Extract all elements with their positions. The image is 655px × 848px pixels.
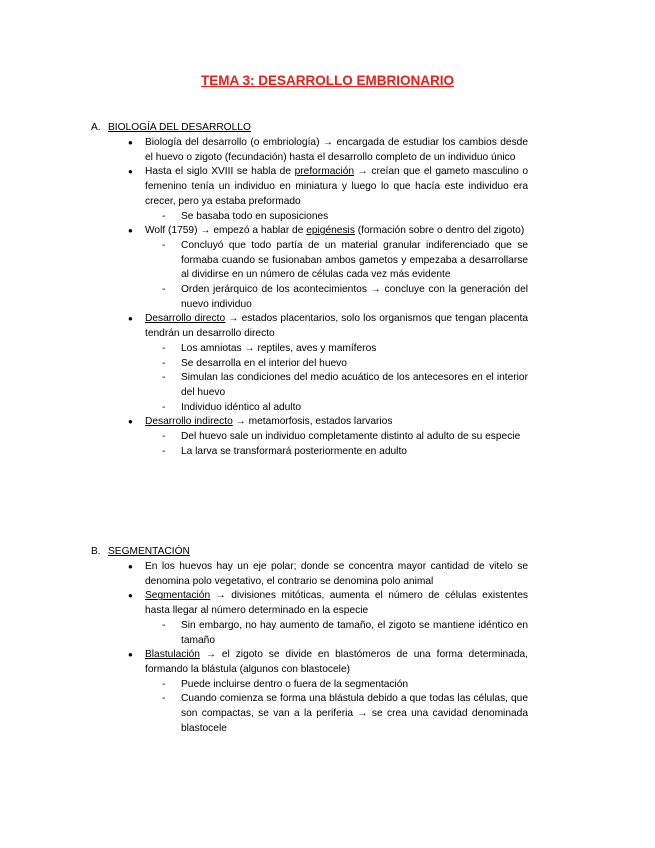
bullet-item: [128, 648, 528, 677]
sub-item: [162, 619, 528, 648]
dash-icon: -: [162, 372, 166, 384]
bullet-icon: ●: [128, 138, 133, 147]
bullet-icon: ●: [128, 314, 133, 324]
sub-item: [162, 401, 528, 416]
sub-item-text: Concluyó que todo partía de un material granular indiferenciado que se formaba cuando se fusionaban ambos gametos y empezaba a desarrollarse al dividirse en un número de células cada vez más evidente: [181, 239, 528, 281]
dash-icon: -: [162, 239, 166, 251]
sub-item: [162, 357, 528, 372]
sub-item-text: Se basaba todo en suposiciones: [181, 210, 329, 222]
sub-item-text: Sin embargo, no hay aumento de tamaño, el zigoto se mantiene idéntico en tamaño: [181, 619, 528, 646]
dash-icon: -: [162, 619, 166, 631]
item-text: → estados placentarios, solo los organismos que tengan placenta tendrán un desarrollo directo: [145, 313, 528, 340]
dash-icon: -: [162, 401, 166, 413]
item-text: En los huevos hay un eje polar; donde se concentra mayor cantidad de vitelo se denomina polo vegetativo, el contrario se denomina polo animal: [145, 561, 528, 587]
item-text: → creían que el gameto masculino o femenino tenía un individuo en miniatura y luego lo que hacía este individuo era crecer, pero ya estaba preformado: [145, 166, 528, 207]
sub-item: [162, 239, 528, 283]
item-text: (formación sobre o dentro del zigoto): [354, 225, 525, 237]
dash-icon: -: [162, 431, 166, 443]
section-title: BIOLOGÍA DEL DESARROLLO: [108, 122, 251, 133]
sub-item: [162, 342, 528, 357]
bullet-item: [128, 224, 528, 239]
sub-item-text: Orden jerárquico de los acontecimientos → concluye con la generación del nuevo individuo: [181, 284, 528, 310]
bullet-item: [128, 589, 528, 618]
key-term: Segmentación: [145, 590, 211, 602]
page-title: TEMA 3: DESARROLLO EMBRIONARIO: [201, 73, 454, 88]
bullet-icon: ●: [128, 167, 133, 177]
dash-icon: -: [162, 357, 166, 369]
key-term: epigénesis: [306, 225, 355, 237]
bullet-icon: ●: [128, 226, 133, 236]
sub-item-text: Cuando comienza se forma una blástula debido a que todas las células, que son compactas, se van a la periferia → se crea una cavidad denominada blastocele: [181, 693, 528, 734]
bullet-item: [128, 165, 528, 209]
bullet-icon: ●: [128, 562, 133, 571]
bullet-item: [128, 415, 528, 430]
bullet-item: [128, 312, 528, 341]
bullet-item: [128, 136, 528, 165]
key-term: Desarrollo directo: [145, 313, 226, 325]
sub-item: [162, 210, 528, 225]
sub-item-text: Del huevo sale un individuo completamente distinto al adulto de su especie: [181, 431, 521, 443]
section-biologia-desarrollo: [0, 121, 655, 459]
dash-icon: -: [162, 678, 166, 690]
item-text: Biología del desarrollo (o embriología) → encargada de estudiar los cambios desde el huevo o zigoto (fecundación) hasta el desarrollo completo de un individuo único: [145, 137, 528, 163]
key-term: preformación: [294, 166, 355, 178]
dash-icon: -: [162, 693, 166, 705]
sub-item-text: Simulan las condiciones del medio acuático de los antecesores en el interior del huevo: [181, 372, 528, 398]
section-segmentacion: [0, 545, 655, 736]
item-text: → divisiones mitóticas, aumenta el número de células existentes hasta llegar al número determinado en la especie: [145, 590, 528, 617]
key-term: Blastulación: [145, 649, 200, 661]
item-lead-text: Hasta el siglo XVIII se habla de: [145, 166, 295, 178]
section-title: SEGMENTACIÓN: [108, 546, 190, 557]
sub-item-text: Se desarrolla en el interior del huevo: [181, 357, 347, 369]
bullet-item: [128, 560, 528, 589]
sub-item: [162, 283, 528, 312]
bullet-icon: ●: [128, 417, 133, 427]
item-text: → metamorfosis, estados larvarios: [232, 416, 393, 428]
section-letter: A.: [91, 122, 101, 133]
sub-item-text: La larva se transformará posteriormente en adulto: [181, 445, 407, 457]
dash-icon: -: [162, 284, 166, 296]
item-lead-text: Wolf (1759) → empezó a hablar de: [145, 225, 307, 237]
section-letter: B.: [91, 546, 101, 557]
key-term: Desarrollo indirecto: [145, 416, 233, 428]
sub-item: [162, 371, 528, 400]
bullet-icon: ●: [128, 650, 133, 660]
sub-item-text: Puede incluirse dentro o fuera de la segmentación: [181, 678, 409, 690]
section-heading: [0, 121, 655, 136]
sub-item: [162, 692, 528, 736]
sub-item: [162, 678, 528, 693]
item-text: → el zigoto se divide en blastómeros de una forma determinada, formando la blástula (algunos con blastocele): [145, 649, 528, 675]
bullet-icon: ●: [128, 591, 133, 601]
sub-item: [162, 430, 528, 445]
dash-icon: -: [162, 342, 166, 354]
dash-icon: -: [162, 445, 166, 457]
sub-item-text: Individuo idéntico al adulto: [181, 401, 302, 413]
dash-icon: -: [162, 210, 166, 222]
section-heading: [0, 545, 655, 560]
sub-item: [162, 445, 528, 460]
sub-item-text: Los amniotas → reptiles, aves y mamíferos: [181, 342, 377, 354]
